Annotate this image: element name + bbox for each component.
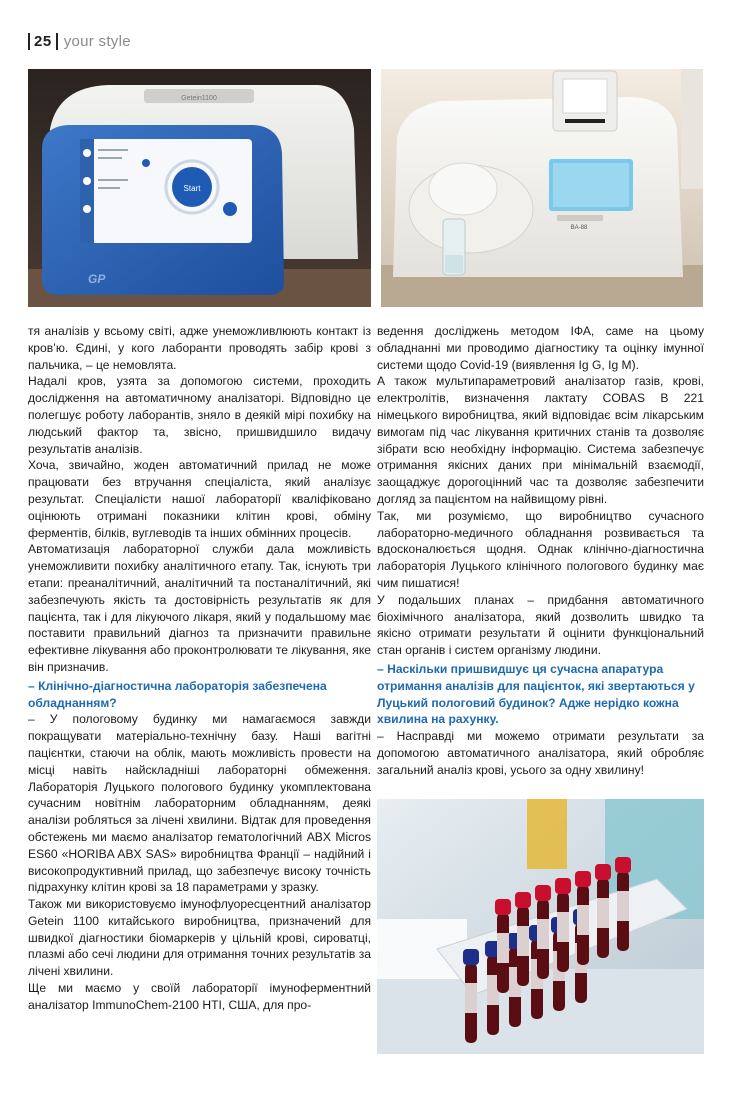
tube-label [537,919,549,949]
paragraph: тя аналізів у всьому світі, адже унеможливлюють контакт із кров’ю. Єдині, у кого лаборанти проводять забір крові з пальчика, – це немовлята. [28,324,371,372]
page-number-bar-right [56,33,58,50]
start-label: Start [183,184,201,193]
tube-cap [463,949,479,965]
device-model-label: BA-88 [570,225,588,231]
text-column-right [377,323,704,779]
paragraph: ведення досліджень методом ІФА, саме на цьому обладнанні ми проводимо діагностику та оцінку імунної системи щодо Covid-19 (виявлення Ig G, Ig M). [377,324,704,372]
page-number-bar-left [28,33,30,50]
photo-ba88-analyzer [381,69,703,307]
tube-label [465,983,477,1013]
tube-label [557,912,569,942]
paragraph: – У пологовому будинку ми намагаємося завжди покращувати матеріально-технічну базу. Наші вагітні пацієнтки, стаючи на облік, мають можливість провести на місці навіть найскладніші лабораторні обмеження. Лабораторія Луцького пологового будинку укомплектована сучасним новітнім лабораторним обладнанням, деякі аналізи робляться за лічені хвилини. Відтак для проведення обстежень ми маємо аналізатор гематологічний ABX Micros ES60 «HORIBA ABX SAS» виробництва Франції – надійний і високопродуктивний прилад, що забезпечує високу точність підрахунку клітин крові за 18 параметрами у зразку. [28,712,371,895]
text-column-left [28,323,371,1014]
paragraph: Хоча, звичайно, жоден автоматичний прилад не може працювати без втручання спеціаліста, який аналізує результат. Спеціалісти нашої лабораторії кваліфіковано оцінюють отримані показники клітин крові, обміну ферментів, білків, вуглеводів та інших обмінних процесів. [28,458,371,540]
paragraph: А також мультипараметровий аналізатор газів, крові, електролітів, визначення лактату COBAS B 221 німецького виробництва, який відповідає всім лікарським вимогам під час лікування критичних станів та дозволяє зібрати всю необхідну інформацію. Система забезпечує отримання якісних даних при мінімальній взаємодії, заощаджує дорогоцінний час та дозволяє забезпечити догляд за пацієнтом на найвищому рівні. [377,374,704,506]
tube-cap [575,871,591,887]
tube-cap [595,864,611,880]
brand-mark: GP [88,272,106,286]
paragraph: Надалі кров, узята за допомогою системи, проходить дослідження на автоматичному аналізаторі. Відповідно це полегшує роботу лаборантів, зняло в деякій мірі похибку на людський фактор та, звісно, пришвидшило видачу результатів аналізів. [28,374,371,456]
tube-label [577,905,589,935]
interview-question: – Наскільки пришвидшує ця сучасна апаратура отримання аналізів для пацієнток, які звертаються у Луцький пологовий будинок? Адже нерідко кожна хвилина на рахунку. [377,661,695,727]
paragraph: Також ми використовуємо імунофлуоресцентний аналізатор Getein 1100 китайського виробництва, призначений для швидкої діагностики біомаркерів у цільній крові, сироватці, плазмі або сечі людини для отримання точних результатів за лічені хвилини. [28,897,371,979]
device-brand-text: Getein1100 [181,95,217,102]
section-title: your style [63,32,131,50]
tube-label [617,891,629,921]
page-header [28,30,131,52]
tube-cap [535,885,551,901]
paragraph: У подальших планах – придбання автоматичного біохімічного аналізатора, який дозволить швидко та якісно отримати результати й оцінити функціональний стан органів і систем організму людини. [377,592,704,658]
paragraph: – Насправді ми можемо отримати результати за допомогою автоматичного аналізатора, який обробляє загальний аналіз крові, усього за одну хвилину! [377,729,704,777]
tube-cap [515,892,531,908]
tube-label [517,926,529,956]
tube-cap [555,878,571,894]
paragraph: Ще ми маємо у своїй лабораторії імуноферментний аналізатор ImmunoChem-2100 HTI, США, для про- [28,981,371,1012]
paragraph: Так, ми розуміємо, що виробництво сучасного лабораторно-медичного обладнання розвивається та вдосконалюється щодня. Однак клінічно-діагностична лабораторія Луцького клінічного пологового будинку має чим пишатися! [377,508,704,590]
interview-question: – Клінічно-діагностична лабораторія забезпечена обладнанням? [28,678,327,710]
tube-cap [615,857,631,873]
page-number: 25 [34,32,52,50]
tube-label [497,933,509,963]
tube-cap [495,899,511,915]
tube-label [597,898,609,928]
paragraph: Автоматизація лабораторної служби дала можливість унеможливити похибку аналітичного етапу. Так, існують три етапи: преаналітичний, аналітичний та постаналітичний, які забезпечують якість та достовірність результатів як для пацієнта, так і для лікуючого лікаря, який у подальшому має поставити правильний діагноз та призначити правильне ефективне лікування або проконтролювати те лікування, яке він призначив. [28,542,371,674]
photo-blood-tubes [377,799,704,1054]
photo-getein-analyzer [28,69,371,307]
